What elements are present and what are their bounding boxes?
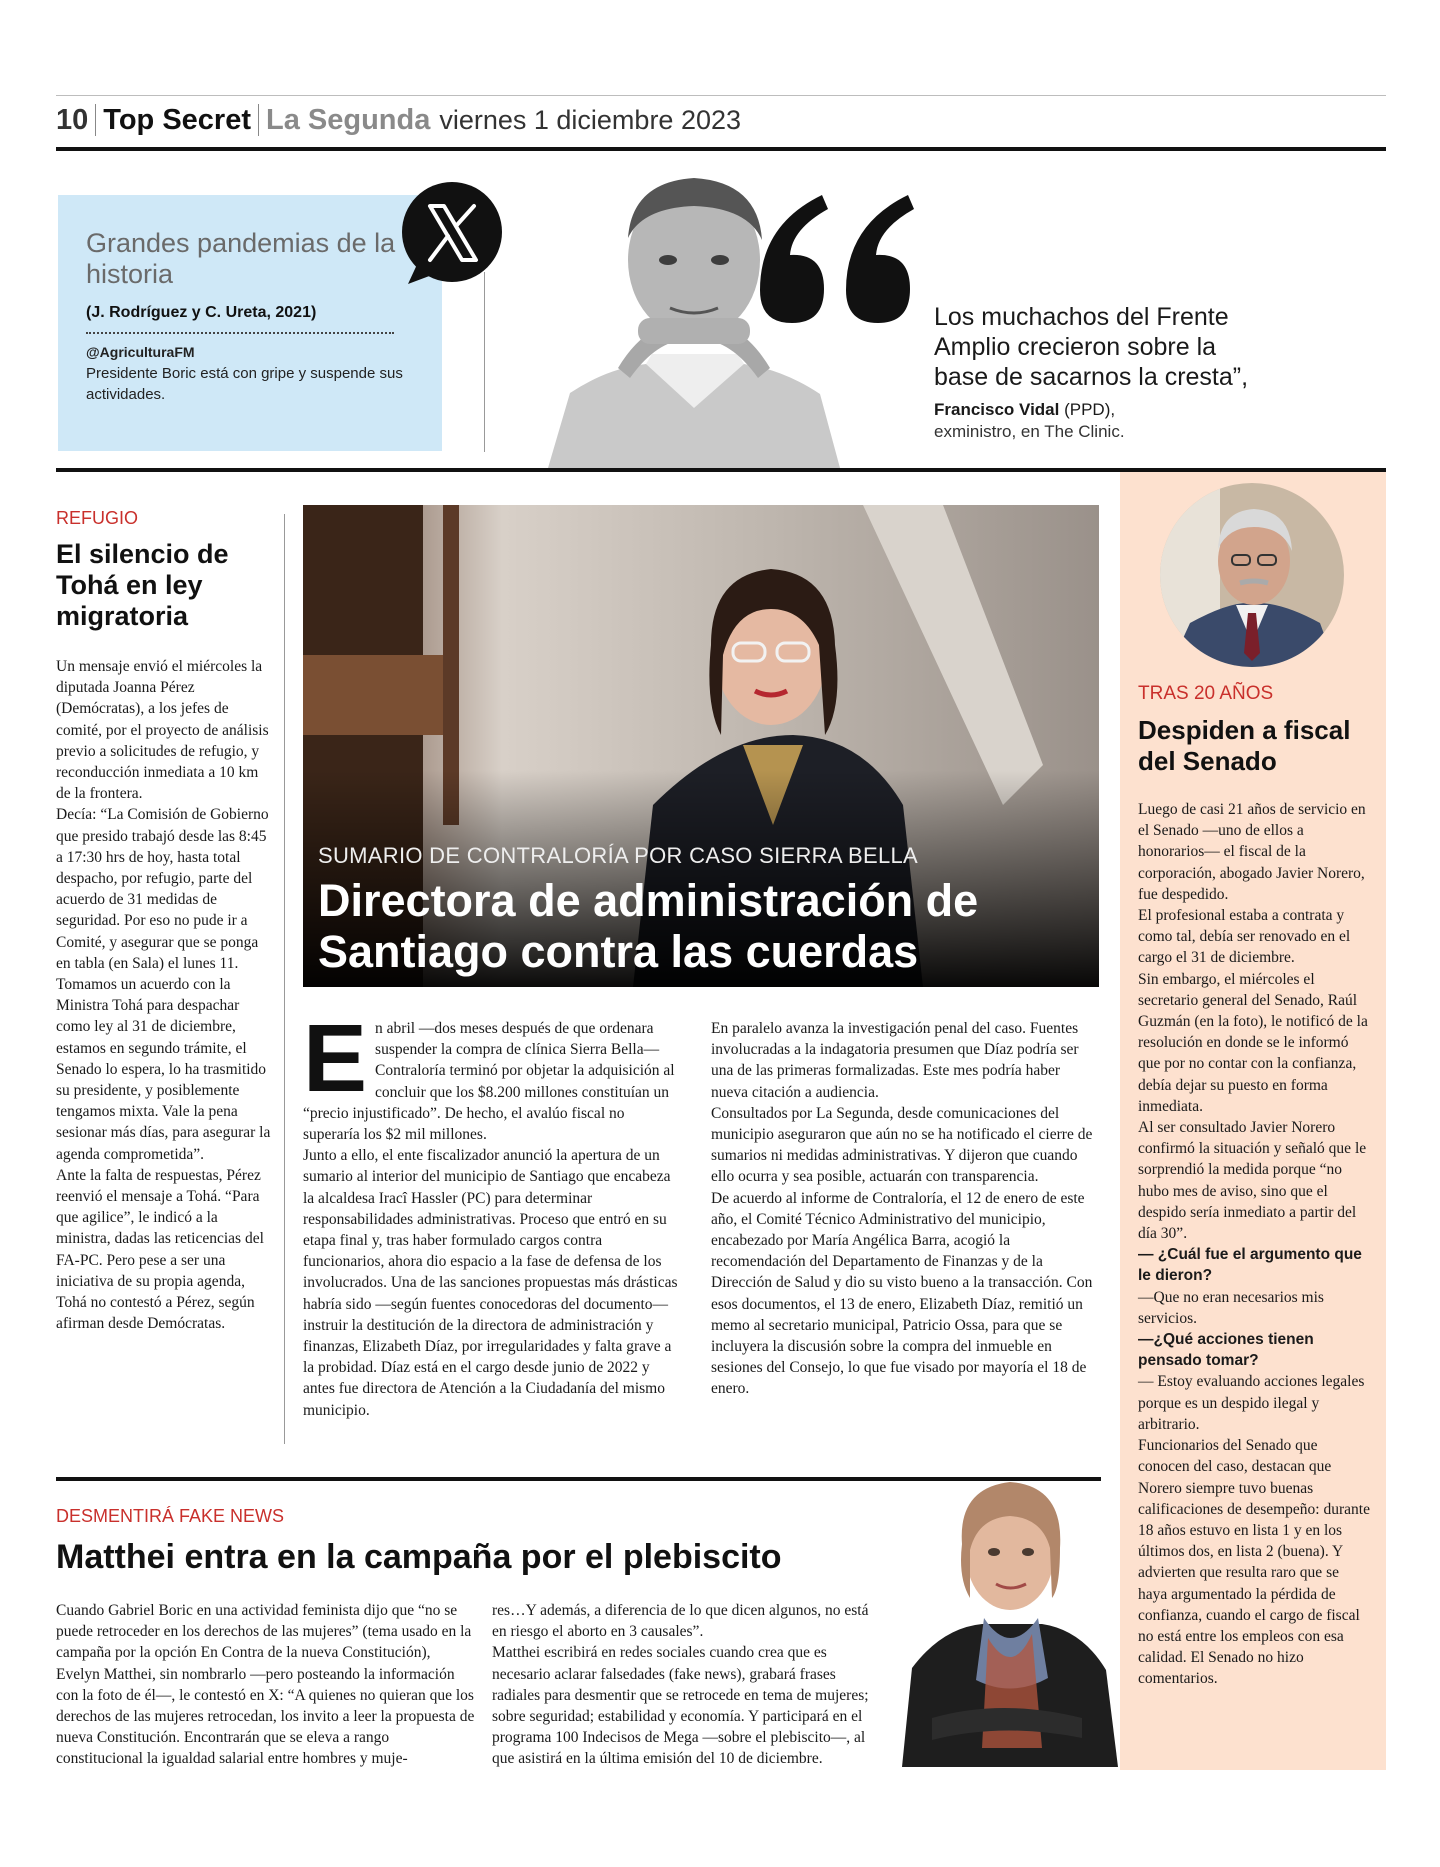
article-paragraph: res…Y además, a diferencia de lo que dicen algunos, no está en riesgo el aborto en 3 causales”.	[492, 1602, 869, 1641]
dotted-divider	[86, 332, 394, 334]
article-paragraph: El profesional estaba a contrata y como tal, debía ser renovado en el cargo el 31 de diciembre.	[1138, 907, 1351, 967]
tweet-text: Presidente Boric está con gripe y suspende sus actividades.	[86, 365, 403, 403]
header-separator	[258, 104, 259, 136]
left-article	[56, 508, 271, 1335]
article-paragraph	[303, 1005, 684, 1145]
quote-author: Francisco Vidal	[934, 400, 1060, 419]
tweet-box	[58, 195, 442, 451]
quote-body: Los muchachos del Frente Amplio crecieron sobre la base de sacarnos la cresta”,	[934, 303, 1249, 391]
article-paragraph: Sin embargo, el miércoles el secretario general del Senado, Raúl Guzmán (en la foto), le notificó de la resolución en donde se le informó que por no contar con la confianza, debía dejar su puesto en forma inmediata.	[1138, 970, 1368, 1115]
section-rule	[1120, 468, 1386, 472]
quote-text	[934, 302, 1264, 425]
article-kicker: DESMENTIRÁ FAKE NEWS	[56, 1506, 285, 1526]
top-rule	[56, 95, 1386, 96]
article-paragraph: Matthei escribirá en redes sociales cuando crea que es necesario aclarar falsedades (fake news), grabará frases radiales para desmentir que se retrocede en tema de mujeres; sobre seguridad; estabilidad y economía. Y participará en el programa 100 Indecisos de Mega —sobre el plebiscito—, al que asistirá en la última emisión del 10 de diciembre.	[492, 1644, 869, 1768]
quote-attribution	[934, 400, 1115, 419]
article-paragraph: En paralelo avanza la investigación penal del caso. Fuentes involucradas a la indagatoria presumen que Díaz podría ser una de las primeras formalizadas. Este mes podría haber nueva citación a audiencia.	[711, 1020, 1079, 1101]
interview-answer: — Estoy evaluando acciones legales porque es un despido ilegal y arbitrario.	[1138, 1373, 1365, 1433]
main-article-kicker: SUMARIO DE CONTRALORÍA POR CASO SIERRA BELLA	[318, 843, 919, 868]
drop-cap: E	[303, 1005, 368, 1112]
section-name: Top Secret	[103, 103, 251, 136]
bottom-article-column-2	[492, 1600, 882, 1770]
header-separator	[95, 104, 96, 136]
x-logo-icon	[398, 180, 506, 288]
raul-guzman-photo	[1160, 483, 1344, 667]
main-article-column-1	[303, 1005, 684, 1421]
article-paragraph: Al ser consultado Javier Norero confirmó la situación y señaló que le sorprendió la medida porque “no hubo mes de aviso, sino que el despido sería inmediato a partir del día 30”.	[1138, 1119, 1367, 1243]
bottom-article-column-1	[56, 1600, 477, 1770]
evelyn-matthei-photo	[892, 1448, 1122, 1767]
column-divider	[284, 514, 285, 1444]
main-article-headline: Directora de administración de Santiago contra las cuerdas	[318, 875, 979, 977]
article-headline: El silencio de Tohá en ley migratoria	[56, 539, 229, 631]
article-paragraph: Cuando Gabriel Boric en una actividad feminista dijo que “no se puede retroceder en los derechos de las mujeres” (tema usado en la campaña por la opción En Contra de la nueva Constitución), Evelyn Matthei, sin nombrarlo —pero posteando la información con la foto de él—, le contestó en X: “A quienes no quieran que los derechos de las mujeres retrocedan, los invito a leer la propuesta de nueva Constitución. Encontrarán que se eleva a rango constitucional la igualdad salarial entre hombres y muje-	[56, 1602, 475, 1768]
quote-source: exministro, en The Clinic.	[934, 422, 1125, 441]
article-paragraph: Decía: “La Comisión de Gobierno que presido trabajó desde las 8:45 a 17:30 hrs de hoy, hasta total despacho, por refugio, parte del acuerdo de 31 medidas de seguridad. Por eso no pude ir a Comité, y asegurar que se ponga en tabla (en Sala) el lunes 11. Tomamos un acuerdo con la Ministra Tohá para despachar como ley al 31 de diciembre, estamos en segundo trámite, el Senado lo espera, lo ha trasmitido su presidente, y posiblemente tengamos mixta. Vale la pena sesionar más días, para asegurar la agenda comprometida”.	[56, 806, 271, 1163]
interview-question: —¿Qué acciones tienen pensado tomar?	[1138, 1331, 1314, 1370]
tweet-box-title: Grandes pandemias de la historia	[86, 228, 396, 289]
article-paragraph: Ante la falta de respuestas, Pérez reenvió el mensaje a Tohá. “Para que agilice”, le indicó a la ministra, dadas las reticencias del FA-PC. Pero pese a ser una iniciativa de su propia agenda, Tohá no contestó a Pérez, según afirman desde Demócratas.	[56, 1166, 264, 1333]
article-paragraph: Funcionarios del Senado que conocen del caso, destacan que Norero siempre tuvo buenas calificaciones de desempeño: durante 18 años estuvo en lista 1 y en los últimos dos, en lista 2 (buena). Y advierten que resulta raro que se haya argumentado la pérdida de confianza, cuando el cargo de fiscal no está entre los empleos con esa calidad. El Senado no hizo comentarios.	[1138, 1437, 1370, 1688]
page-number: 10	[56, 103, 89, 136]
header-rule	[56, 147, 1386, 151]
article-kicker: REFUGIO	[56, 508, 139, 528]
article-paragraph: Luego de casi 21 años de servicio en el Senado —uno de ellos a honorarios— el fiscal de la corporación, abogado Javier Norero, fue despedido.	[1138, 801, 1366, 903]
tweet-handle: @AgriculturaFM	[86, 344, 195, 360]
article-paragraph: Consultados por La Segunda, desde comunicaciones del municipio aseguraron que aún no se ha notificado el cierre de sumarios ni medidas administrativas. Y dijeron que cuando ello ocurra y sea posible, actuarán con transparencia.	[711, 1104, 1093, 1186]
publication-name: La Segunda	[265, 103, 431, 136]
article-headline: Despiden a fiscal del Senado	[1138, 715, 1351, 776]
article-paragraph: De acuerdo al informe de Contraloría, el 12 de enero de este año, el Comité Técnico Administrativo del municipio, encabezado por María Angélica Barra, acogió la recomendación del Departamento de Finanzas y de la Dirección de Salud y dio su visto bueno a la transacción. Con esos documentos, el 13 de enero, Elizabeth Díaz, remitió un memo al secretario municipal, Patricio Ossa, para que se incluyera la discusión sobre la compra del inmueble en sesiones del Consejo, lo que fue visado por mayoría el 18 de enero.	[711, 1189, 1093, 1398]
quotation-mark-icon	[750, 185, 920, 335]
interview-question: — ¿Cuál fue el argumento que le dieron?	[1138, 1246, 1362, 1285]
article-paragraph: Junto a ello, el ente fiscalizador anunció la apertura de un sumario al interior del municipio de Santiago que encabeza la alcaldesa Iracî Hassler (PC) para determinar responsabilidades administrativas. Proceso que entró en su etapa final y, tras haber formulado cargos contra funcionarios, ahora dio espacio a la fase de defensa de los involucrados. Una de las sanciones propuestas más drásticas habría sido —según fuentes conocedoras del documento— instruir la destitución de la directora de administración y finanzas, Elizabeth Díaz, por irregularidades y falta grave a la probidad. Díaz está en el cargo desde junio de 2022 y antes fue directora de Atención a la Ciudadanía del mismo municipio.	[303, 1147, 678, 1419]
article-body	[1138, 799, 1372, 1690]
tweet-box-credit: (J. Rodríguez y C. Ureta, 2021)	[86, 304, 317, 321]
article-paragraph-text: n abril —dos meses después de que ordenara suspender la compra de clínica Sierra Bella— Contraloría terminó por objetar la adquisición al concluir que los $8.200 millones constituían un “precio injustificado”. De hecho, el avalúo fiscal no superaría los $2 mil millones.	[303, 1020, 675, 1144]
column-divider	[484, 272, 485, 452]
article-body	[56, 656, 271, 1335]
article-paragraph: Un mensaje envió el miércoles la diputada Joanna Pérez (Demócratas), a los jefes de comité, por el proyecto de análisis previo a solicitudes de refugio, y reconducción inmediata a 10 km de la frontera.	[56, 658, 269, 803]
interview-answer: —Que no eran necesarios mis servicios.	[1138, 1288, 1324, 1327]
article-headline: Matthei entra en la campaña por el plebiscito	[56, 1538, 782, 1576]
quote-party: (PPD),	[1059, 400, 1116, 419]
page-header	[56, 100, 741, 140]
sidebar-article	[1138, 683, 1372, 1690]
issue-date: viernes 1 diciembre 2023	[439, 104, 742, 135]
main-article-column-2	[711, 1018, 1099, 1400]
article-kicker: TRAS 20 AÑOS	[1138, 683, 1274, 704]
